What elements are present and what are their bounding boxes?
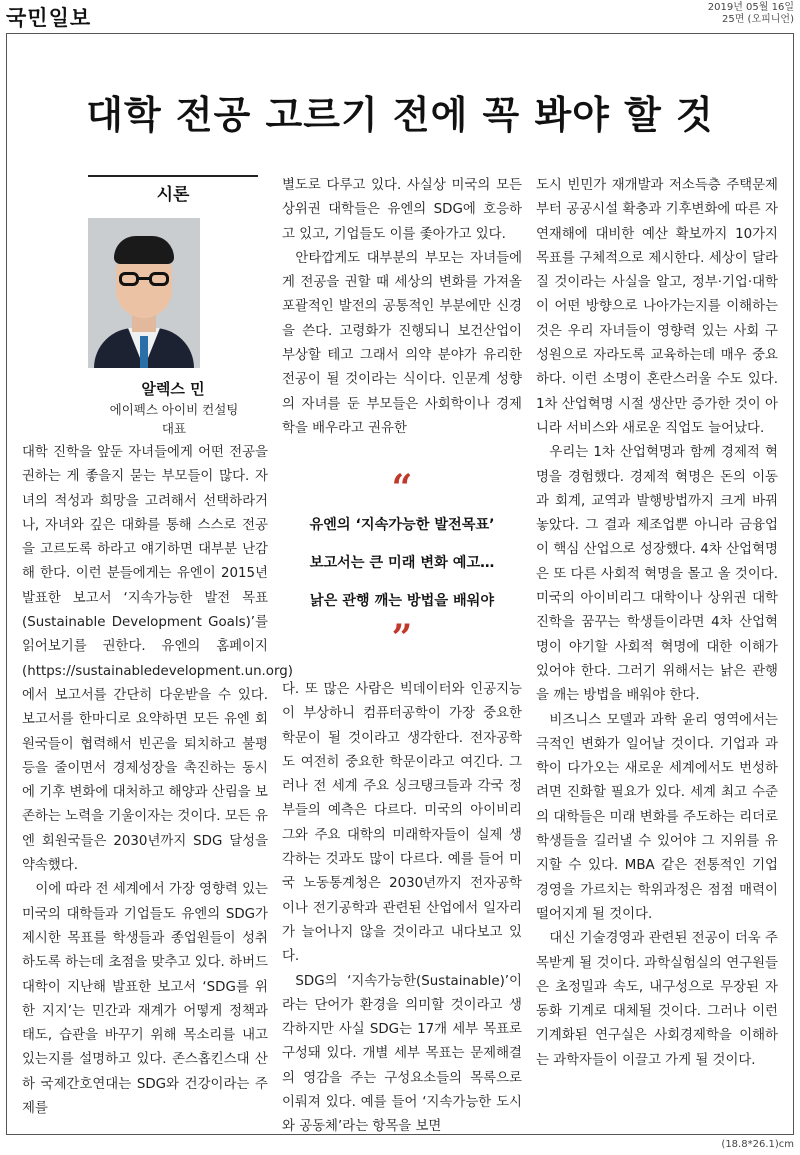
author-name: 알렉스 민 xyxy=(141,380,205,398)
paragraph: 도시 빈민가 재개발과 저소득층 주택문제부터 공공시설 확충과 기후변화에 따른 자연재해에 대비한 예산 확보까지 10가지 목표를 구체적으로 제시한다. 세상이 달라질 것이라는 사실을 알고, 정부·기업·대학이 어떤 방향으로 나아가는지를 이해하는 것은 우리 자녀들이 영향력 있는 사회 구성원으로 자라도록 교육하는데 매우 중요하다. 이런 소명이 혼란스러울 수도 있다. 1차 산업혁명 시절 생산만 증가한 것이 아니라 서비스와 새로운 직업도 늘어났다. xyxy=(536,178,778,436)
paragraph: 비즈니스 모델과 과학 윤리 영역에서는 극적인 변화가 일어날 것이다. 기업과 과학이 다가오는 새로운 세계에서도 번성하려면 진화할 필요가 있다. 세계 최고 수준의 대학들은 미래 변화를 주도하는 리더로 학생들을 길러낼 수 있어야 그 지위를 유지할 수 있다. MBA 같은 전통적인 기업 경영을 가르치는 학위과정은 점점 매력이 떨어지게 될 것이다. xyxy=(536,712,778,922)
open-quote-icon: “ xyxy=(391,467,413,509)
paragraph: 대학 진학을 앞둔 자녀들에게 어떤 전공을 권하는 게 좋을지 묻는 부모들이 많다. 자녀의 적성과 희망을 고려해서 선택하라거나, 자녀와 깊은 대화를 통해 스스로 전공을 고르도록 하라고 얘기하면 대부분 난감해 한다. 이런 분들에게는 유엔이 2015년 발표한 보고서 ‘지속가능한 발전 목표(Sustainable Development Goals)’를 읽어보기를 권한다. 유엔의 홈페이지(https://sustainabledevelopment.un.org)에서 보고서를 간단히 다운받을 수 있다. 보고서를 한마디로 요약하면 모든 유엔 회원국들이 협력해서 빈곤을 퇴치하고 불평등을 줄이면서 경제성장을 촉진하는 동시에 기후 변화에 대처하고 해양과 산림을 보존하는 노력을 기울이자는 것이다. 모든 유엔 회원국들은 2030년까지 SDG 달성을 약속했다. xyxy=(22,445,293,874)
paragraph: 안타깝게도 대부분의 부모는 자녀들에게 전공을 권할 때 세상의 변화를 가져올 포괄적인 발전의 공통적인 부분에만 신경을 쓴다. 고령화가 진행되니 보건산업이 부상할 테고 그래서 의약 분야가 유리한 전공이 될 것이라는 식이다. 인문계 성향의 자녀를 둔 부모들은 사회학이나 경제학을 배우라고 권유한 xyxy=(282,250,522,436)
author-company: 에이펙스 아이비 컨설팅 xyxy=(109,402,239,417)
body-column-1 xyxy=(22,441,293,1121)
body-column-2-top xyxy=(282,174,522,441)
author-photo xyxy=(88,218,200,368)
paragraph: 우리는 1차 산업혁명과 함께 경제적 혁명을 경험했다. 경제적 혁명은 돈의 이동과 회계, 교역과 발행방법까지 크게 바꿔 놓았다. 그 결과 제조업뿐 아니라 금융업이 핵심 산업으로 성장했다. 4차 산업혁명은 또 다른 사회적 혁명을 몰고 올 것이다. 미국의 아이비리그 대학이나 상위권 대학 진학을 꿈꾸는 학생들이라면 4차 산업혁명이 야기할 사회적 혁명에 대한 이해가 있어야 한다. 그러기 위해서는 낡은 관행을 깨는 방법을 배워야 한다. xyxy=(536,445,778,704)
paragraph: 이에 따라 전 세계에서 가장 영향력 있는 미국의 대학들과 기업들도 유엔의 SDG가 제시한 목표를 학생들과 종업원들이 성취하도록 하는데 초점을 맞추고 있다. 하버드대학이 지난해 발표한 보고서 ‘SDG를 위한 지지’는 민간과 재계가 어떻게 정책과 태도, 습관을 바꾸기 위해 목소리를 내고 있는지를 설명하고 있다. 존스홉킨스대 산하 국제간호연대는 SDG와 건강이라는 주제를 xyxy=(22,882,268,1117)
paragraph: SDG의 ‘지속가능한(Sustainable)’이라는 단어가 환경을 의미할 것이라고 생각하지만 사실 SDG는 17개 세부 목표로 구성돼 있다. 개별 세부 목표는 문제해결의 영감을 주는 구성요소들의 목록으로 이뤄져 있다. 예를 들어 ‘지속가능한 도시와 공동체’라는 항목을 보면 xyxy=(282,973,522,1135)
pull-quote xyxy=(282,467,522,659)
page-section: 25면 (오피니언) xyxy=(721,14,794,25)
pull-quote-line: 보고서는 큰 미래 변화 예고… xyxy=(309,555,495,571)
paragraph: 별도로 다루고 있다. 사실상 미국의 모든 상위권 대학들은 유엔의 SDG에 호응하고 있고, 기업들도 이를 좇아가고 있다. xyxy=(282,178,522,242)
article-headline: 대학 전공 고르기 전에 꼭 봐야 할 것 xyxy=(86,92,714,137)
close-quote-icon: ” xyxy=(391,617,413,659)
body-column-2-bottom xyxy=(282,678,522,1140)
pull-quote-line: 유엔의 ‘지속가능한 발전목표’ xyxy=(309,517,495,533)
article-size: (18.8*26.1)cm xyxy=(721,1139,794,1150)
section-label: 시론 xyxy=(88,175,258,205)
author-affiliation xyxy=(70,400,278,438)
author-position: 대표 xyxy=(161,421,187,436)
paragraph: 다. 또 많은 사람은 빅데이터와 인공지능이 부상하니 컴퓨터공학이 가장 중요한 학문이 될 것이라고 생각한다. 전자공학도 여전히 중요한 학문이라고 여긴다. 그러나 전 세계 주요 싱크탱크들과 각국 정부들의 예측은 다르다. 미국의 아이비리그와 주요 대학의 미래학자들이 실제 생각하는 것과도 많이 다르다. 예를 들어 미국 노동통계청은 2030년까지 전자공학이나 전기공학과 관련된 산업에서 일자리가 늘어나지 않을 것이라고 내다보고 있다. xyxy=(282,682,522,965)
body-column-3 xyxy=(536,174,778,1073)
masthead xyxy=(0,0,800,30)
pull-quote-line: 낡은 관행 깨는 방법을 배워야 xyxy=(309,593,495,609)
paragraph: 대신 기술경영과 관련된 전공이 더욱 주목받게 될 것이다. 과학실험실의 연구원들은 초정밀과 속도, 내구성으로 무장된 자동화 기계로 대체될 것이다. 그러나 이런 기계화된 연구실은 사회경제학을 이해하는 과학자들이 이끌고 가게 될 것이다. xyxy=(536,931,778,1068)
newspaper-logo: 국민일보 xyxy=(6,6,92,30)
issue-info xyxy=(708,2,794,26)
issue-date: 2019년 05월 16일 xyxy=(707,2,794,13)
